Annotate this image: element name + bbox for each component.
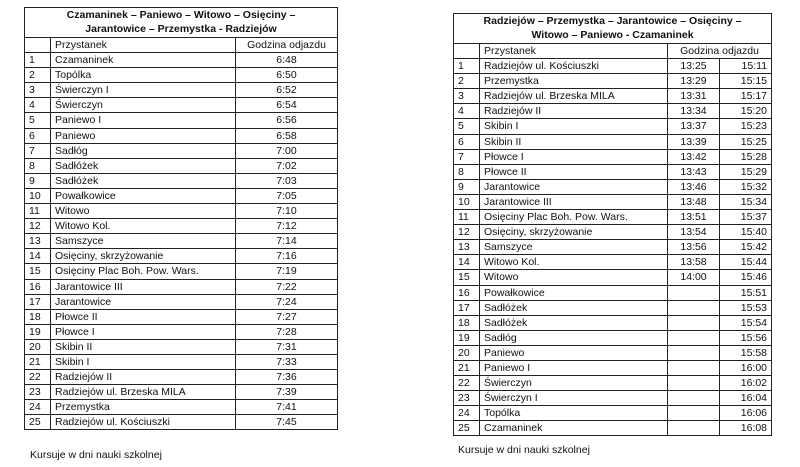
row-number: 10 bbox=[25, 188, 51, 203]
stop-name: Sadłóżek bbox=[51, 173, 236, 188]
row-number: 8 bbox=[454, 164, 480, 179]
stop-name: Skibin II bbox=[51, 339, 236, 354]
row-number: 23 bbox=[25, 385, 51, 400]
table-title bbox=[454, 14, 772, 44]
stop-name: Paniewo I bbox=[480, 360, 668, 375]
row-number: 3 bbox=[25, 83, 51, 98]
row-number: 17 bbox=[25, 294, 51, 309]
stop-name: Radziejów ul. Brzeska MILA bbox=[480, 89, 668, 104]
row-number: 21 bbox=[454, 360, 480, 375]
row-number: 12 bbox=[454, 225, 480, 240]
stop-name: Świerczyn I bbox=[480, 391, 668, 406]
departure-time-1: 14:00 bbox=[668, 270, 720, 285]
departure-time: 7:27 bbox=[236, 309, 338, 324]
stop-name: Powałkowice bbox=[480, 285, 668, 300]
table-row bbox=[25, 264, 338, 279]
row-number: 2 bbox=[25, 68, 51, 83]
departure-time: 7:45 bbox=[236, 415, 338, 430]
stop-name: Topólka bbox=[480, 406, 668, 421]
table-row bbox=[454, 179, 772, 194]
departure-time: 7:28 bbox=[236, 324, 338, 339]
departure-time-2: 15:20 bbox=[720, 104, 772, 119]
departure-time: 7:19 bbox=[236, 264, 338, 279]
table-row bbox=[25, 219, 338, 234]
stop-name: Powałkowice bbox=[51, 188, 236, 203]
departure-time: 6:52 bbox=[236, 83, 338, 98]
stop-name: Przemystka bbox=[480, 74, 668, 89]
row-number: 9 bbox=[25, 173, 51, 188]
stop-name: Osięciny Plac Boh. Pow. Wars. bbox=[480, 210, 668, 225]
stop-name: Osięciny, skrzyżowanie bbox=[480, 225, 668, 240]
row-number: 4 bbox=[454, 104, 480, 119]
table-header-row bbox=[454, 44, 772, 59]
departure-time: 7:03 bbox=[236, 173, 338, 188]
departure-time-2: 15:11 bbox=[720, 59, 772, 74]
row-number: 13 bbox=[454, 240, 480, 255]
stop-name: Osięciny, skrzyżowanie bbox=[51, 249, 236, 264]
stop-name: Jarantowice bbox=[51, 294, 236, 309]
table-row bbox=[25, 324, 338, 339]
timetable-radziejow-czamaninek bbox=[453, 13, 772, 436]
row-number: 18 bbox=[25, 309, 51, 324]
row-number: 18 bbox=[454, 315, 480, 330]
departure-time-1: 13:48 bbox=[668, 194, 720, 209]
departure-time-1 bbox=[668, 285, 720, 300]
stop-name: Osięciny Plac Boh. Pow. Wars. bbox=[51, 264, 236, 279]
departure-time-1: 13:39 bbox=[668, 134, 720, 149]
departure-time-1: 13:25 bbox=[668, 59, 720, 74]
departure-time-1: 13:54 bbox=[668, 225, 720, 240]
table-row bbox=[25, 53, 338, 68]
row-number: 3 bbox=[454, 89, 480, 104]
row-number: 5 bbox=[25, 113, 51, 128]
row-number: 20 bbox=[25, 339, 51, 354]
table-row bbox=[454, 345, 772, 360]
departure-time: 7:36 bbox=[236, 370, 338, 385]
row-number: 16 bbox=[454, 285, 480, 300]
departure-time-1: 13:31 bbox=[668, 89, 720, 104]
table-row bbox=[25, 309, 338, 324]
departure-time-2: 16:06 bbox=[720, 406, 772, 421]
stop-name: Płowce II bbox=[51, 309, 236, 324]
table-row bbox=[454, 391, 772, 406]
row-number: 11 bbox=[454, 210, 480, 225]
table-row bbox=[25, 415, 338, 430]
table-row bbox=[454, 134, 772, 149]
departure-time: 7:24 bbox=[236, 294, 338, 309]
table-title-line-2: Jarantowice – Przemystka - Radziejów bbox=[85, 22, 277, 35]
table-row bbox=[25, 370, 338, 385]
departure-time-2: 15:17 bbox=[720, 89, 772, 104]
departure-time-2: 16:04 bbox=[720, 391, 772, 406]
stop-name: Płowce I bbox=[51, 324, 236, 339]
stop-name: Radziejów ul. Brzeska MILA bbox=[51, 385, 236, 400]
stop-name: Samszyce bbox=[480, 240, 668, 255]
row-number: 19 bbox=[25, 324, 51, 339]
row-number: 22 bbox=[25, 370, 51, 385]
departure-time-2: 15:28 bbox=[720, 149, 772, 164]
departure-time: 7:33 bbox=[236, 354, 338, 369]
row-number: 4 bbox=[25, 98, 51, 113]
departure-time-1 bbox=[668, 345, 720, 360]
stop-name: Skibin I bbox=[480, 119, 668, 134]
departure-time-2: 15:15 bbox=[720, 74, 772, 89]
header-departure-time: Godzina odjazdu bbox=[236, 38, 338, 53]
table-row bbox=[454, 285, 772, 300]
departure-time-2: 15:23 bbox=[720, 119, 772, 134]
table-row bbox=[454, 315, 772, 330]
departure-time: 7:41 bbox=[236, 400, 338, 415]
departure-time-1 bbox=[668, 391, 720, 406]
departure-time-1 bbox=[668, 360, 720, 375]
table-row bbox=[25, 354, 338, 369]
table-row bbox=[25, 204, 338, 219]
departure-time: 6:56 bbox=[236, 113, 338, 128]
stop-name: Witowo Kol. bbox=[480, 255, 668, 270]
row-number: 1 bbox=[454, 59, 480, 74]
table-title-line-2: Witowo – Paniewo - Czamaninek bbox=[531, 28, 694, 41]
table-row bbox=[454, 360, 772, 375]
departure-time-1: 13:56 bbox=[668, 240, 720, 255]
departure-time: 6:48 bbox=[236, 53, 338, 68]
stop-name: Paniewo bbox=[51, 128, 236, 143]
departure-time-2: 15:56 bbox=[720, 330, 772, 345]
table-row bbox=[25, 279, 338, 294]
table-row bbox=[454, 89, 772, 104]
table-row bbox=[454, 376, 772, 391]
departure-time-1 bbox=[668, 300, 720, 315]
departure-time-2: 15:25 bbox=[720, 134, 772, 149]
stop-name: Sadłóżek bbox=[480, 300, 668, 315]
row-number: 25 bbox=[25, 415, 51, 430]
table-title-line-1: Radziejów – Przemystka – Jarantowice – Osięciny – bbox=[483, 15, 742, 27]
stop-name: Topólka bbox=[51, 68, 236, 83]
stop-name: Czamaninek bbox=[51, 53, 236, 68]
row-number: 7 bbox=[25, 143, 51, 158]
row-number: 6 bbox=[25, 128, 51, 143]
stop-name: Sadłóg bbox=[51, 143, 236, 158]
row-number: 14 bbox=[25, 249, 51, 264]
header-number bbox=[25, 38, 51, 53]
departure-time-2: 15:42 bbox=[720, 240, 772, 255]
table-title-row bbox=[25, 8, 338, 38]
table-title-row bbox=[454, 14, 772, 44]
departure-time: 7:31 bbox=[236, 339, 338, 354]
departure-time-1 bbox=[668, 376, 720, 391]
table-row bbox=[454, 119, 772, 134]
table-row bbox=[454, 270, 772, 285]
departure-time-2: 15:54 bbox=[720, 315, 772, 330]
table-row bbox=[454, 104, 772, 119]
stop-name: Paniewo I bbox=[51, 113, 236, 128]
departure-time-2: 15:32 bbox=[720, 179, 772, 194]
row-number: 13 bbox=[25, 234, 51, 249]
departure-time-2: 15:53 bbox=[720, 300, 772, 315]
stop-name: Sadłóżek bbox=[51, 158, 236, 173]
row-number: 23 bbox=[454, 391, 480, 406]
departure-time-2: 16:00 bbox=[720, 360, 772, 375]
departure-time: 6:54 bbox=[236, 98, 338, 113]
header-stop: Przystanek bbox=[51, 38, 236, 53]
row-number: 11 bbox=[25, 204, 51, 219]
stop-name: Świerczyn I bbox=[51, 83, 236, 98]
table-title-line-1: Czamaninek – Paniewo – Witowo – Osięciny – bbox=[66, 9, 296, 21]
departure-time-1: 13:29 bbox=[668, 74, 720, 89]
departure-time-2: 15:46 bbox=[720, 270, 772, 285]
stop-name: Witowo Kol. bbox=[51, 219, 236, 234]
departure-time: 7:16 bbox=[236, 249, 338, 264]
departure-time: 6:50 bbox=[236, 68, 338, 83]
stop-name: Jarantowice bbox=[480, 179, 668, 194]
row-number: 9 bbox=[454, 179, 480, 194]
departure-time-1: 13:43 bbox=[668, 164, 720, 179]
departure-time-1: 13:51 bbox=[668, 210, 720, 225]
header-number bbox=[454, 44, 480, 59]
row-number: 20 bbox=[454, 345, 480, 360]
table-row bbox=[454, 210, 772, 225]
table-row bbox=[25, 294, 338, 309]
table-row bbox=[454, 59, 772, 74]
departure-time-2: 15:44 bbox=[720, 255, 772, 270]
departure-time-1: 13:46 bbox=[668, 179, 720, 194]
departure-time-2: 15:29 bbox=[720, 164, 772, 179]
stop-name: Radziejów ul. Kościuszki bbox=[480, 59, 668, 74]
table-row bbox=[25, 339, 338, 354]
stop-name: Jarantowice III bbox=[51, 279, 236, 294]
departure-time-1: 13:42 bbox=[668, 149, 720, 164]
timetable-czamaninek-radziejow bbox=[24, 7, 338, 430]
departure-time-2: 15:51 bbox=[720, 285, 772, 300]
table-row bbox=[25, 249, 338, 264]
departure-time-1: 13:58 bbox=[668, 255, 720, 270]
stop-name: Radziejów II bbox=[480, 104, 668, 119]
departure-time: 7:00 bbox=[236, 143, 338, 158]
table-header-row bbox=[25, 38, 338, 53]
row-number: 25 bbox=[454, 421, 480, 436]
row-number: 17 bbox=[454, 300, 480, 315]
stop-name: Przemystka bbox=[51, 400, 236, 415]
departure-time-2: 15:40 bbox=[720, 225, 772, 240]
row-number: 15 bbox=[454, 270, 480, 285]
departure-time: 7:10 bbox=[236, 204, 338, 219]
departure-time: 7:05 bbox=[236, 188, 338, 203]
departure-time-1 bbox=[668, 406, 720, 421]
stop-name: Sadłóżek bbox=[480, 315, 668, 330]
departure-time: 7:22 bbox=[236, 279, 338, 294]
table-row bbox=[25, 143, 338, 158]
table-row bbox=[454, 194, 772, 209]
row-number: 14 bbox=[454, 255, 480, 270]
table-row bbox=[454, 255, 772, 270]
stop-name: Paniewo bbox=[480, 345, 668, 360]
table-row bbox=[25, 113, 338, 128]
stop-name: Sadłóg bbox=[480, 330, 668, 345]
row-number: 1 bbox=[25, 53, 51, 68]
header-stop: Przystanek bbox=[480, 44, 668, 59]
table-row bbox=[25, 400, 338, 415]
stop-name: Czamaninek bbox=[480, 421, 668, 436]
stop-name: Witowo bbox=[51, 204, 236, 219]
departure-time-2: 16:08 bbox=[720, 421, 772, 436]
table-row bbox=[454, 149, 772, 164]
departure-time-2: 15:37 bbox=[720, 210, 772, 225]
stop-name: Radziejów ul. Kościuszki bbox=[51, 415, 236, 430]
stop-name: Samszyce bbox=[51, 234, 236, 249]
row-number: 19 bbox=[454, 330, 480, 345]
table-row bbox=[25, 83, 338, 98]
row-number: 12 bbox=[25, 219, 51, 234]
row-number: 7 bbox=[454, 149, 480, 164]
stop-name: Płowce I bbox=[480, 149, 668, 164]
table-row bbox=[25, 158, 338, 173]
departure-time-2: 15:34 bbox=[720, 194, 772, 209]
departure-time: 7:39 bbox=[236, 385, 338, 400]
table-row bbox=[454, 406, 772, 421]
school-days-note: Kursuje w dni nauki szkolnej bbox=[30, 449, 162, 461]
row-number: 15 bbox=[25, 264, 51, 279]
table-row bbox=[25, 188, 338, 203]
stop-name: Skibin II bbox=[480, 134, 668, 149]
departure-time-1 bbox=[668, 315, 720, 330]
table-row bbox=[454, 300, 772, 315]
table-row bbox=[25, 173, 338, 188]
table-row bbox=[454, 164, 772, 179]
departure-time-2: 16:02 bbox=[720, 376, 772, 391]
stop-name: Radziejów II bbox=[51, 370, 236, 385]
stop-name: Jarantowice III bbox=[480, 194, 668, 209]
stop-name: Witowo bbox=[480, 270, 668, 285]
departure-time-2: 15:58 bbox=[720, 345, 772, 360]
departure-time-1 bbox=[668, 421, 720, 436]
row-number: 8 bbox=[25, 158, 51, 173]
table-row bbox=[454, 421, 772, 436]
stop-name: Skibin I bbox=[51, 354, 236, 369]
table-row bbox=[25, 385, 338, 400]
table-row bbox=[454, 330, 772, 345]
table-row bbox=[25, 234, 338, 249]
departure-time-1 bbox=[668, 330, 720, 345]
stop-name: Płowce II bbox=[480, 164, 668, 179]
table-row bbox=[454, 74, 772, 89]
departure-time-1: 13:34 bbox=[668, 104, 720, 119]
row-number: 10 bbox=[454, 194, 480, 209]
stop-name: Świerczyn bbox=[480, 376, 668, 391]
row-number: 6 bbox=[454, 134, 480, 149]
row-number: 5 bbox=[454, 119, 480, 134]
table-title bbox=[25, 8, 338, 38]
header-departure-time: Godzina odjazdu bbox=[668, 44, 772, 59]
row-number: 2 bbox=[454, 74, 480, 89]
row-number: 24 bbox=[25, 400, 51, 415]
table-row bbox=[25, 128, 338, 143]
row-number: 21 bbox=[25, 354, 51, 369]
row-number: 22 bbox=[454, 376, 480, 391]
departure-time: 7:12 bbox=[236, 219, 338, 234]
stop-name: Świerczyn bbox=[51, 98, 236, 113]
school-days-note: Kursuje w dni nauki szkolnej bbox=[458, 444, 590, 456]
table-row bbox=[25, 98, 338, 113]
departure-time: 7:02 bbox=[236, 158, 338, 173]
departure-time: 7:14 bbox=[236, 234, 338, 249]
row-number: 24 bbox=[454, 406, 480, 421]
row-number: 16 bbox=[25, 279, 51, 294]
departure-time: 6:58 bbox=[236, 128, 338, 143]
table-row bbox=[25, 68, 338, 83]
departure-time-1: 13:37 bbox=[668, 119, 720, 134]
table-row bbox=[454, 240, 772, 255]
table-row bbox=[454, 225, 772, 240]
